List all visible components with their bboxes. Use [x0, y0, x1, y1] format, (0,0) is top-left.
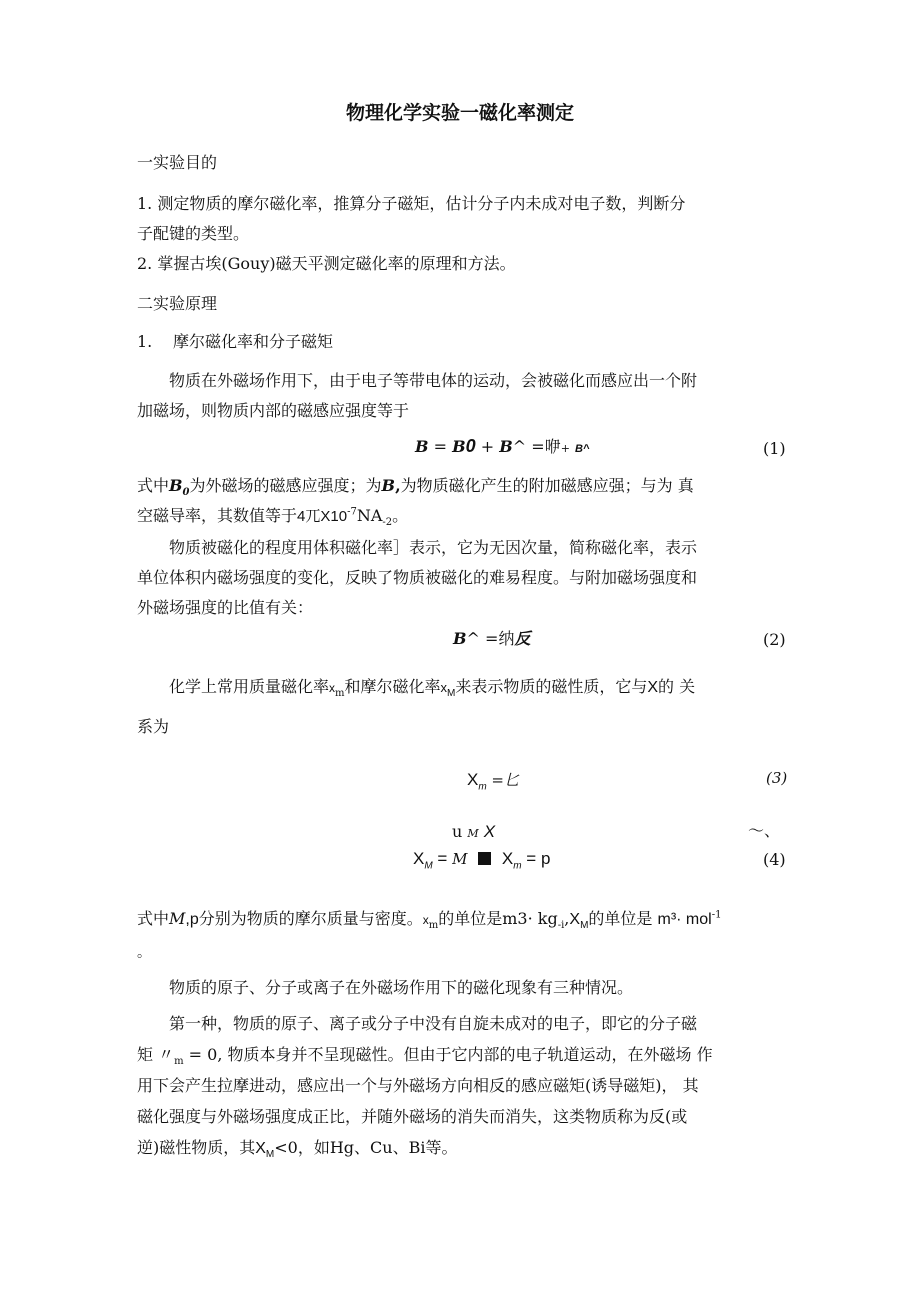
objective-1-line-2: 子配键的类型。: [137, 224, 250, 243]
page-title: 物理化学实验一磁化率测定: [345, 102, 574, 124]
square-glyph: [478, 852, 491, 865]
para1-line-1: 物质在外磁场作用下，由于电子等带电体的运动，会被磁化而感应出一个附: [169, 371, 698, 390]
para7-line-3: 用下会产生拉摩进动，感应出一个与外磁场方向相反的感应磁矩(诱导磁矩)， 其: [137, 1076, 699, 1095]
para2-line-2: 空磁导率，其数值等于4兀$X10^{-7}NA_{-2}$。: [137, 506, 409, 529]
para1-line-2: 加磁场，则物质内部的磁感应强度等于: [137, 401, 410, 420]
para7-line-5: 逆)磁性物质，其$X_M<0$，如Hg、Cu、Bi等。: [137, 1138, 458, 1161]
equation-2-number: (2): [763, 630, 786, 649]
equation-1-number: (1): [763, 439, 786, 458]
equation-3: $X_m$ =匕: [467, 770, 519, 793]
para7-line-1: 第一种，物质的原子、离子或分子中没有自旋未成对的电子，即它的分子磁: [169, 1014, 698, 1033]
subsection-title: 摩尔磁化率和分子磁矩: [173, 332, 334, 351]
equation-4: $X_M = M$ $X_m = p$: [413, 849, 551, 872]
para7-line-2: 矩 〃$_m$ = 0, 物质本身并不呈现磁性。但由于它内部的电子轨道运动，在外磁场 作: [137, 1045, 713, 1068]
para3-line-3: 外磁场强度的比值有关：: [137, 598, 314, 617]
objective-2: 2. 掌握古埃(Gouy)磁天平测定磁化率的原理和方法。: [137, 254, 516, 273]
equation-4-top: u M X: [452, 822, 496, 841]
para5-line-1: 式中M,p分别为物质的摩尔质量与密度。$x_m$的单位是$m3\cdot kg_{-i},X_M$的单位是 m³· mol$^{-1}$: [137, 909, 722, 932]
equation-2: B^ =纳反: [453, 629, 531, 648]
para7-line-4: 磁化强度与外磁场强度成正比，并随外磁场的消失而消失，这类物质称为反(或: [137, 1107, 688, 1126]
equation-4-mark: 〜、: [748, 821, 781, 840]
subsection-number: 1.: [137, 332, 153, 351]
equation-1: B = B0 + B^ =咿+ B^: [415, 436, 590, 456]
para3-line-1: 物质被磁化的程度用体积磁化率］表示，它为无因次量，简称磁化率，表示: [169, 538, 698, 557]
para4-line-1: 化学上常用质量磁化率$x_m$和摩尔磁化率$x_M$来表示物质的磁性质，它与X的 关: [169, 677, 696, 700]
objective-1-line-1: 1. 测定物质的摩尔磁化率，推算分子磁矩，估计分子内未成对电子数，判断分: [137, 194, 686, 213]
para2-line-1: 式中$B_0$为外磁场的磁感应强度；为B,为物质磁化产生的附加磁感应强；与为 真: [137, 476, 694, 499]
para6: 物质的原子、分子或离子在外磁场作用下的磁化现象有三种情况。: [169, 978, 634, 997]
para4-line-2: 系为: [137, 717, 170, 736]
section-heading-2: 二实验原理: [137, 294, 218, 313]
para3-line-2: 单位体积内磁场强度的变化，反映了物质被磁化的难易程度。与附加磁场强度和: [137, 568, 698, 587]
equation-3-number: (3): [766, 769, 788, 787]
section-heading-1: 一实验目的: [137, 153, 218, 172]
para5-line-2: 。: [137, 945, 151, 961]
equation-4-number: (4): [763, 850, 786, 869]
